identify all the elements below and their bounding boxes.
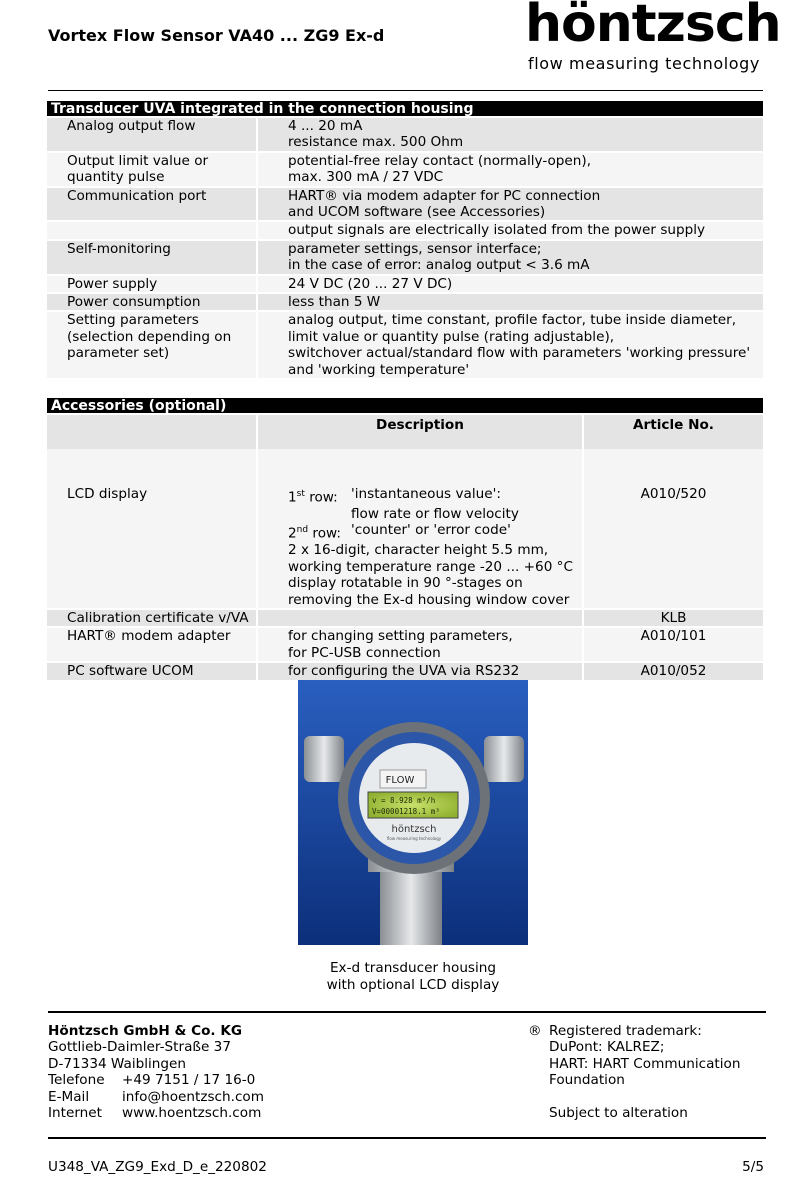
accessories-header-row [47,415,763,449]
lcd-row1-cont: flow rate or flow velocity [351,505,519,522]
spec-value-line: HART® via modem adapter for PC connection [288,187,601,204]
accessories-header-blank [47,415,256,449]
spec-label-line: Self-monitoring [67,240,171,257]
lcd-spec-line: display rotatable in 90 °-stages on [288,575,523,592]
contact-label: E-Mail [48,1088,90,1105]
spec-value-line: parameter settings, sensor interface; [288,240,542,257]
accessory-description-line: for changing setting parameters, [288,628,513,645]
trademark-line: Subject to alteration [549,1105,688,1122]
spec-row [47,241,763,274]
accessory-row [47,610,763,626]
contact-label: Internet [48,1105,102,1122]
photo-brand: höntzsch [391,824,437,835]
company-city: D-71334 Waiblingen [48,1055,187,1072]
accessory-row [47,628,763,661]
spec-value-line: resistance max. 500 Ohm [288,134,464,151]
spec-label-line: (selection depending on [67,328,232,345]
spec-value-line: max. 300 mA / 27 VDC [288,169,444,186]
footer-divider-top [48,1011,766,1013]
spec-label-line: quantity pulse [67,169,165,186]
spec-value [256,312,763,378]
section-heading-accessories: Accessories (optional) [47,398,763,413]
lcd-row2-value: 'counter' or 'error code' [351,522,511,539]
spec-row [47,276,763,292]
accessory-description-line: for PC-USB connection [288,644,441,661]
lcd-row1 [288,486,582,506]
spec-label-line: Analog output flow [67,118,196,134]
section-heading-transducer: Transducer UVA integrated in the connection housing [47,101,763,116]
contact-row [48,1105,264,1121]
spec-value-line: limit value or quantity pulse (rating adjustable), [288,328,615,345]
photo-brand-sub: flow measuring technology [386,836,442,841]
document-title: Vortex Flow Sensor VA40 ... ZG9 Ex-d [48,26,385,45]
lcd-row1-value: 'instantaneous value': [351,486,501,502]
spec-value [256,294,763,310]
spec-value-line: 24 V DC (20 ... 27 V DC) [288,275,453,292]
cable-gland-right [484,736,524,782]
header-divider [48,90,763,91]
company-name: Höntzsch GmbH & Co. KG [48,1023,243,1039]
contact-label: Telefone [48,1072,105,1089]
spec-label [47,188,256,221]
accessory-name: HART® modem adapter [47,628,256,661]
spec-row [47,312,763,378]
cable-gland-left [304,736,344,782]
accessory-name: Calibration certificate v/VA [47,610,256,626]
brand-tagline: flow measuring technology [528,54,760,73]
lcd-row2 [288,522,582,542]
page-number: 5/5 [742,1159,764,1175]
trademark-line [549,1089,769,1105]
spec-value-line: and 'working temperature' [288,361,470,378]
accessory-name: LCD display [47,449,256,608]
spec-row [47,153,763,186]
spec-label-line: Setting parameters [67,312,199,329]
spec-value-line: potential-free relay contact (normally-open), [288,152,592,169]
spec-label-line: Power consumption [67,294,201,311]
flow-label: FLOW [385,775,415,786]
spec-value-line: switchover actual/standard flow with parameters 'working pressure' [288,345,751,362]
lcd-spec-line: removing the Ex-d housing window cover [288,591,570,608]
trademark-line: Foundation [549,1072,625,1089]
spec-value [256,241,763,274]
spec-value-line: 4 ... 20 mA [288,118,363,134]
product-photo [298,680,528,945]
lcd-spec-line: working temperature range -20 ... +60 °C [288,558,573,575]
document-id: U348_VA_ZG9_Exd_D_e_220802 [48,1159,267,1175]
spec-label [47,294,256,310]
lcd-line-2: V=00001218.1 m³ [372,807,440,816]
accessories-header-article: Article No. [582,415,763,449]
spec-label [47,312,256,378]
spec-row [47,118,763,151]
accessory-article: A010/520 [582,449,763,608]
spec-value [256,153,763,186]
company-street: Gottlieb-Daimler-Straße 37 [48,1039,231,1056]
contact-row [48,1072,264,1088]
spec-value-line: analog output, time constant, profile factor, tube inside diameter, [288,312,737,329]
accessory-description [256,449,582,608]
spec-value-line: less than 5 W [288,294,381,311]
spec-label-line: parameter set) [67,345,170,362]
transducer-spec-table [47,118,763,378]
spec-label [47,276,256,292]
accessory-description [256,610,582,626]
accessories-table [47,415,763,680]
photo-caption [298,960,528,994]
accessory-article: A010/052 [582,663,763,679]
contact-value: info@hoentzsch.com [122,1088,264,1105]
footer-divider-bottom [48,1137,766,1139]
registered-icon: ® [528,1023,542,1039]
spec-row [47,222,763,238]
accessory-article: KLB [582,610,763,626]
spec-label-line: Power supply [67,275,158,292]
spec-row [47,188,763,221]
spec-value [256,276,763,292]
contact-value: www.hoentzsch.com [122,1105,262,1122]
spec-value-line: in the case of error: analog output < 3.6 mA [288,257,590,274]
trademark-line: HART: HART Communication [549,1055,741,1072]
accessory-description-line: for configuring the UVA via RS232 [288,663,520,680]
spec-value [256,118,763,151]
spec-label [47,118,256,151]
spec-label-line [67,222,256,238]
contact-value: +49 7151 / 17 16-0 [122,1072,256,1089]
caption-line-1: Ex-d transducer housing [329,960,497,976]
accessory-description [256,663,582,679]
spec-row [47,294,763,310]
company-address-block [48,1023,264,1121]
trademark-line: Registered trademark: [549,1023,702,1039]
spec-label-line: Output limit value or [67,152,209,169]
caption-line-2: with optional LCD display [326,977,500,993]
accessory-row [47,663,763,679]
accessory-article: A010/101 [582,628,763,661]
spec-value-line: and UCOM software (see Accessories) [288,204,546,221]
spec-value [256,222,763,238]
lcd-row2-label: 2nd row: [288,525,341,542]
contact-row [48,1089,264,1105]
accessory-description [256,628,582,661]
accessory-name: PC software UCOM [47,663,256,679]
lcd-line-1: v = 8.928 m³/h [372,796,436,805]
spec-value-line: output signals are electrically isolated from the power supply [288,222,706,239]
spec-label [47,222,256,238]
spec-label [47,153,256,186]
lcd-row1-label: 1st row: [288,489,338,506]
accessories-header-description: Description [256,415,582,449]
lcd-spec-line: 2 x 16-digit, character height 5.5 mm, [288,542,549,559]
accessory-row-lcd [47,449,763,608]
brand-logo: höntzsch [525,0,781,54]
spec-label-line: Communication port [67,187,207,204]
spec-label [47,241,256,274]
spec-value [256,188,763,221]
trademark-line: DuPont: KALREZ; [549,1039,665,1056]
